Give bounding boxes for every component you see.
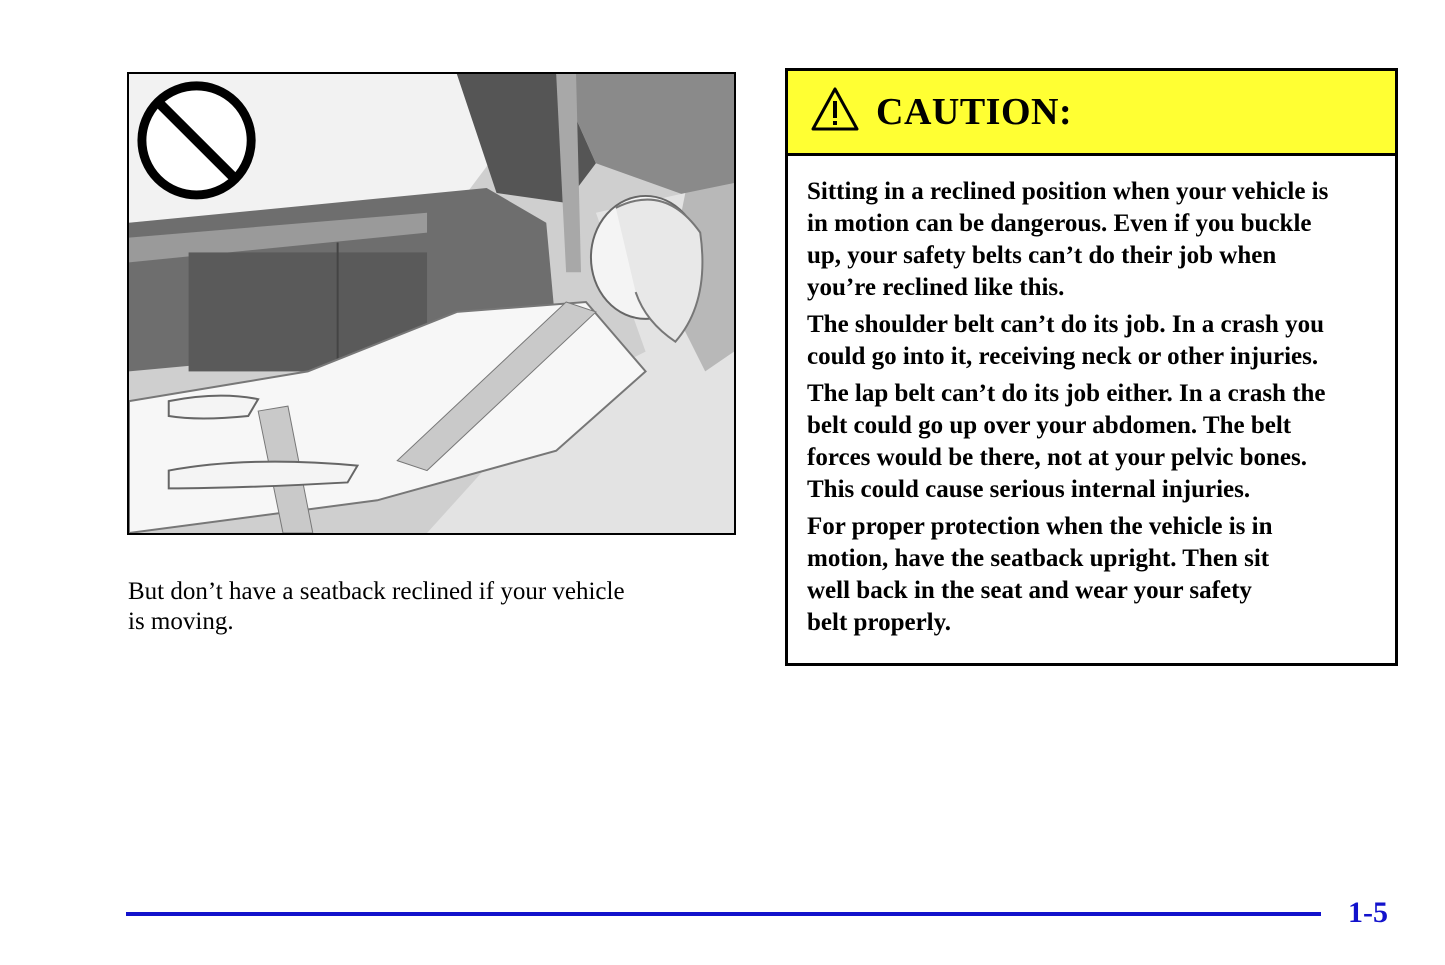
caution-header (788, 71, 1395, 156)
footer-rule (126, 912, 1321, 916)
caution-paragraph: For proper protection when the vehicle is in motion, have the seatback upright. Then sit well back in the seat and wear your safety belt properly. (807, 513, 1273, 636)
caution-paragraph: Sitting in a reclined position when your vehicle is in motion can be dangerous. Even if you buckle up, your safety belts can’t do their job when you’re reclined like this. (807, 178, 1329, 301)
caution-box (785, 68, 1398, 666)
caution-title: CAUTION: (876, 91, 1073, 133)
reclined-seat-illustration (127, 72, 736, 535)
illustration-caption: But don’t have a seatback reclined if your vehicle is moving. (128, 578, 625, 635)
illustration-drawing (129, 74, 734, 533)
caution-body (788, 156, 1395, 639)
warning-triangle-icon (810, 86, 860, 132)
page-number: 1-5 (1348, 896, 1388, 929)
prohibited-icon (142, 86, 251, 195)
caution-paragraph: The shoulder belt can’t do its job. In a crash you could go into it, receiving neck or other injuries. (807, 311, 1324, 370)
caution-paragraph: The lap belt can’t do its job either. In a crash the belt could go up over your abdomen. The belt forces would be there, not at your pelvic bones. This could cause serious internal injuries. (807, 380, 1326, 503)
